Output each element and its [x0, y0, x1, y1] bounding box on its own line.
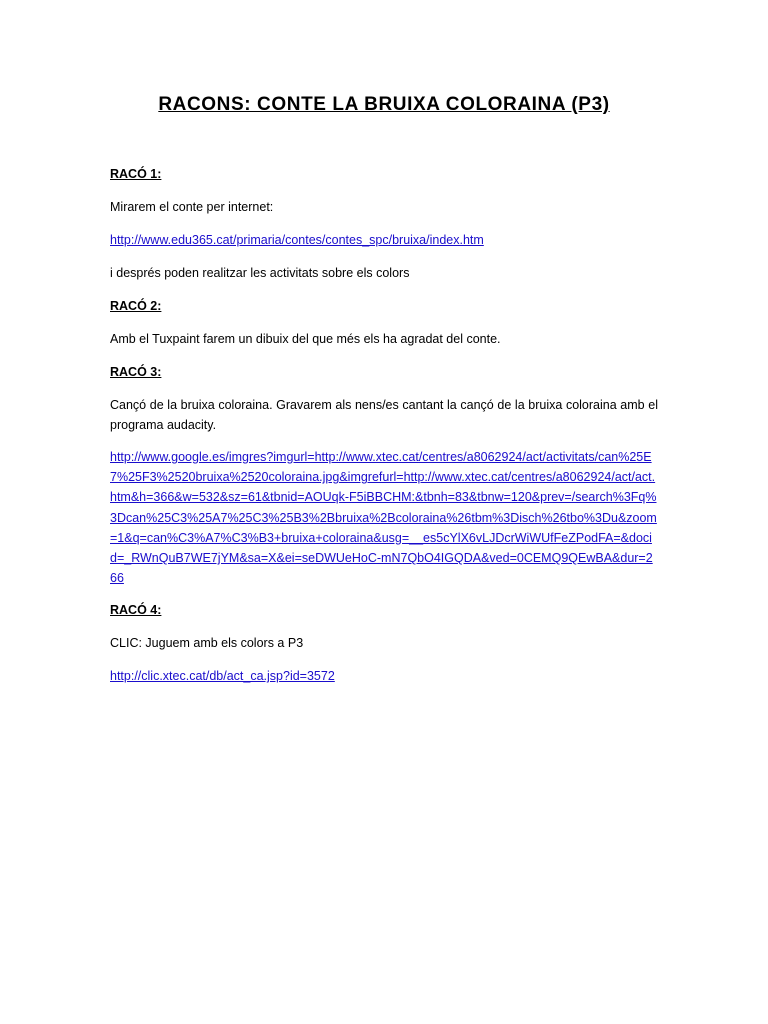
raco-1-link-wrapper: [110, 230, 658, 250]
raco-4-link-wrapper: [110, 666, 658, 686]
raco-1-text: Mirarem el conte per internet:: [110, 200, 274, 214]
raco-4-heading: RACÓ 4:: [110, 603, 162, 617]
raco-3-link[interactable]: http://www.google.es/imgres?imgurl=http://www.xtec.cat/centres/a8062924/act/activitats/can%25E7%25F3%2520bruixa%2520coloraina.jpg&imgrefurl=http://www.xtec.cat/centres/a8062924/act/act.htm&h=366&w=532&sz=61&tbnid=AOUqk-F5iBBCHM:&tbnh=83&tbnw=120&prev=/search%3Fq%3Dcan%25C3%25A7%25C3%25B3%2Bbruixa%2Bcoloraina%26tbm%3Disch%26tbo%3Du&zoom=1&q=can%C3%A7%C3%B3+bruixa+coloraina&usg=__es5cYlX6vLJDcrWiWUfFeZPodFA=&docid=_RWnQuB7WE7jYM&sa=X&ei=seDWUeHoC-mN7QbO4IGQDA&ved=0CEMQ9QEwBA&dur=266: [110, 450, 657, 586]
raco-2-heading: RACÓ 2:: [110, 299, 162, 313]
raco-3-link-wrapper: [110, 447, 658, 588]
raco-1-link[interactable]: http://www.edu365.cat/primaria/contes/contes_spc/bruixa/index.htm: [110, 233, 484, 247]
raco-4-text: CLIC: Juguem amb els colors a P3: [110, 636, 304, 650]
raco-2-text: Amb el Tuxpaint farem un dibuix del que més els ha agradat del conte.: [110, 332, 501, 346]
raco-1-text-after: i després poden realitzar les activitats sobre els colors: [110, 266, 410, 280]
raco-1-heading: RACÓ 1:: [110, 167, 162, 181]
raco-4-link[interactable]: http://clic.xtec.cat/db/act_ca.jsp?id=3572: [110, 669, 335, 683]
raco-3-heading: RACÓ 3:: [110, 365, 162, 379]
raco-3-text: Cançó de la bruixa coloraina. Gravarem als nens/es cantant la cançó de la bruixa coloraina amb el programa audacity.: [110, 398, 658, 432]
document-title: RACONS: CONTE LA BRUIXA COLORAINA (P3): [158, 94, 610, 115]
